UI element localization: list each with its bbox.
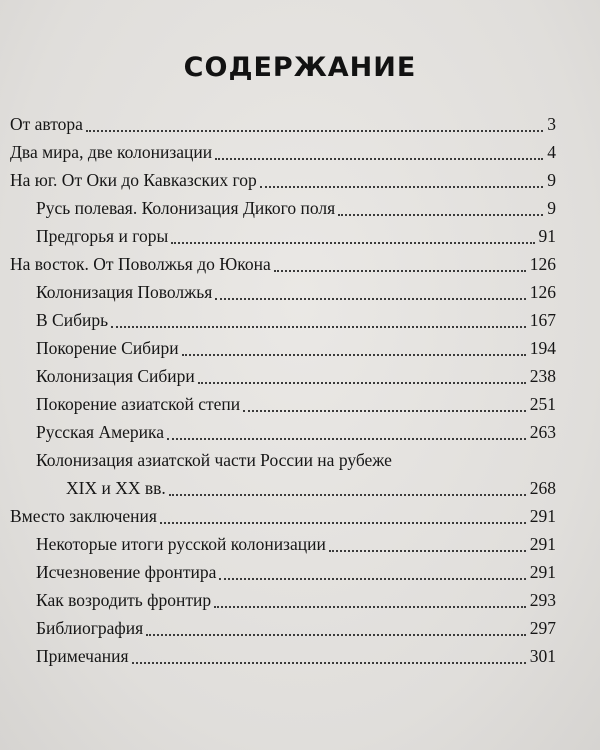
toc-entry-v-sibir [10,306,556,334]
toc-entry-label: Русская Америка [36,422,165,442]
toc-entry-label: Предгорья и горы [36,226,169,246]
toc-entry-label: Как возродить фронтир [36,590,212,610]
toc-entry-page: 167 [529,310,556,330]
toc-entry-kolonizaciya-aziatskoy [10,446,556,502]
toc-entry-page: 194 [529,338,556,358]
toc-entry-bibliografiya [10,614,556,642]
toc-entry-page: 91 [538,226,556,246]
toc-entry-na-yug [10,166,556,194]
toc-entry-label: На юг. От Оки до Кавказских гор [10,170,257,190]
toc-entry-page: 263 [529,422,556,442]
toc-entry-ot-avtora [10,110,556,138]
dot-leader [167,438,526,440]
dot-leader [111,326,526,328]
toc-entry-pokorenie-stepi [10,390,556,418]
toc-entry-predgorya [10,222,556,250]
toc-entry-page: 291 [529,534,556,554]
dot-leader [219,578,525,580]
toc-entry-label-line2: XIX и XX вв. [66,478,166,498]
toc-entry-label: Примечания [36,646,129,666]
toc-entry-pokorenie-sibiri [10,334,556,362]
toc-entry-label: Исчезновение фронтира [36,562,217,582]
toc-entry-page: 251 [529,394,556,414]
dot-leader [146,634,526,636]
toc-entry-line2-row [36,474,556,502]
toc-entry-label: Два мира, две колонизации [10,142,213,162]
toc-entry-label: На восток. От Поволжья до Юкона [10,254,271,274]
dot-leader [338,214,543,216]
toc-entry-label-line1: Колонизация азиатской части России на рубеже [36,450,392,470]
toc-entry-label: Библиография [36,618,144,638]
toc-entry-label: Вместо заключения [10,506,157,526]
toc-entry-page: 238 [529,366,556,386]
toc-entry-page: 126 [529,282,556,302]
toc-entry-primechaniya [10,642,556,670]
table-of-contents [10,110,556,670]
dot-leader [86,130,543,132]
toc-entry-page: 4 [547,142,556,162]
toc-entry-dva-mira [10,138,556,166]
dot-leader [160,522,526,524]
toc-entry-label: Колонизация Сибири [36,366,195,386]
dot-leader [274,270,526,272]
toc-entry-label: Покорение Сибири [36,338,179,358]
toc-entry-page: 3 [547,114,556,134]
toc-entry-page: 126 [529,254,556,274]
toc-entry-na-vostok [10,250,556,278]
dot-leader [214,606,526,608]
toc-entry-page: 291 [529,506,556,526]
page-title: СОДЕРЖАНИЕ [183,52,417,83]
toc-entry-label: Русь полевая. Колонизация Дикого поля [36,198,336,218]
toc-entry-page: 293 [529,590,556,610]
dot-leader [243,410,526,412]
toc-entry-label: От автора [10,114,83,134]
dot-leader [329,550,526,552]
dot-leader [215,298,525,300]
toc-entry-page: 9 [547,170,556,190]
toc-entry-page: 291 [529,562,556,582]
toc-entry-wrap [36,446,556,502]
toc-entry-page: 9 [547,198,556,218]
toc-entry-nekotorye-itogi [10,530,556,558]
toc-entry-label: В Сибирь [36,310,109,330]
toc-entry-rus-polevaya [10,194,556,222]
dot-leader [260,186,543,188]
toc-entry-label: Покорение азиатской степи [36,394,241,414]
dot-leader [132,662,526,664]
dot-leader [182,354,526,356]
toc-entry-ischeznovenie-frontira [10,558,556,586]
toc-entry-russkaya-amerika [10,418,556,446]
toc-entry-label: Некоторые итоги русской колонизации [36,534,326,554]
toc-entry-kolonizaciya-povolzhya [10,278,556,306]
dot-leader [198,382,526,384]
toc-entry-page: 268 [529,478,556,498]
toc-entry-kak-vozrodit [10,586,556,614]
dot-leader [171,242,534,244]
toc-entry-label: Колонизация Поволжья [36,282,213,302]
dot-leader [169,494,526,496]
toc-entry-vmesto-zaklyucheniya [10,502,556,530]
toc-entry-kolonizaciya-sibiri [10,362,556,390]
toc-entry-page: 301 [529,646,556,666]
dot-leader [215,158,543,160]
toc-entry-page: 297 [529,618,556,638]
